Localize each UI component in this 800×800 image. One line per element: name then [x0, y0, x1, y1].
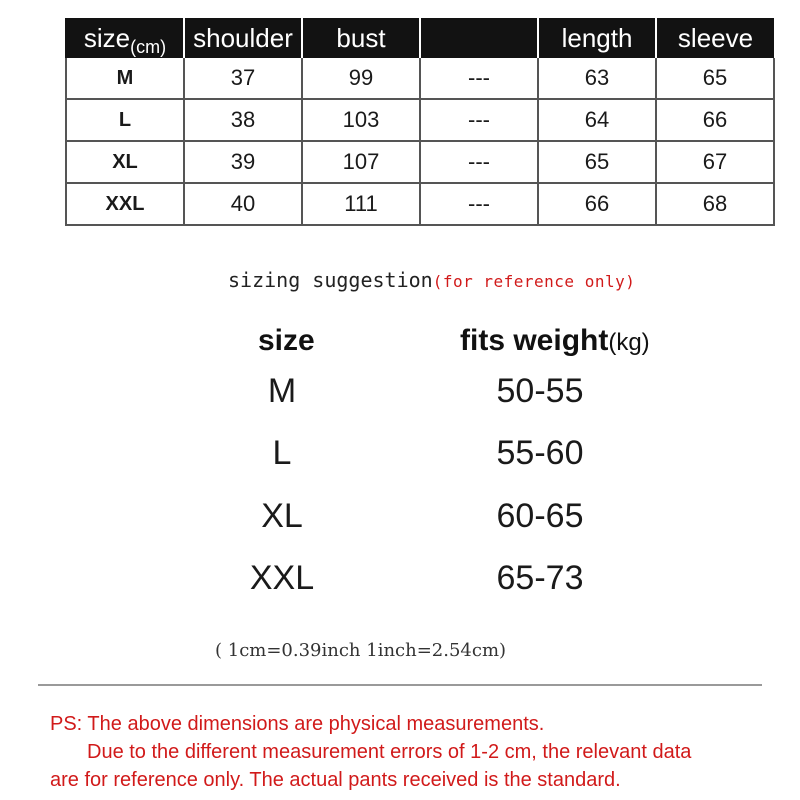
- cell-bust: 107: [302, 141, 420, 183]
- sizing-suggestion-label: sizing suggestion: [228, 268, 433, 292]
- table-row: [66, 141, 774, 183]
- cell-sleeve: 67: [656, 141, 774, 183]
- cell-shoulder: 40: [184, 183, 302, 225]
- unit-conversion-note: ( 1cm=0.39inch 1inch=2.54cm): [215, 640, 507, 661]
- cell-blank: ---: [420, 99, 538, 141]
- cell-sleeve: 65: [656, 58, 774, 99]
- suggestion-header-size: size: [258, 324, 315, 357]
- header-shoulder: shoulder: [184, 18, 302, 58]
- suggestion-weight: 60-65: [496, 497, 584, 535]
- header-size-unit: (cm): [130, 36, 167, 57]
- cell-bust: 103: [302, 99, 420, 141]
- cell-blank: ---: [420, 141, 538, 183]
- table-row: [66, 99, 774, 141]
- cell-shoulder: 37: [184, 58, 302, 99]
- cell-size: XL: [66, 141, 184, 183]
- cell-sleeve: 66: [656, 99, 774, 141]
- ps-line-1: PS: The above dimensions are physical measurements.: [50, 713, 545, 735]
- suggestion-weight: 65-73: [496, 559, 584, 597]
- suggestion-size: XL: [261, 497, 303, 535]
- suggestion-size: M: [267, 372, 297, 410]
- header-size: size$_{(cm)}$: [66, 18, 184, 58]
- cell-length: 63: [538, 58, 656, 99]
- suggestion-size: L: [272, 434, 292, 472]
- table-row: [66, 183, 774, 225]
- cell-blank: ---: [420, 183, 538, 225]
- size-chart-table: [65, 18, 775, 226]
- weight-header-label: fits weight: [460, 324, 609, 357]
- suggestion-weight: 50-55: [496, 372, 584, 410]
- ps-note: [50, 710, 691, 794]
- cell-bust: 111: [302, 183, 420, 225]
- reference-note: (for reference only): [432, 272, 636, 291]
- table-header-row: [66, 18, 774, 58]
- cell-size: M: [66, 58, 184, 99]
- ps-line-2: Due to the different measurement errors of 1-2 cm, the relevant data: [87, 741, 692, 763]
- cell-size: XXL: [66, 183, 184, 225]
- sizing-suggestion-title: [228, 268, 635, 292]
- header-length: length: [538, 18, 656, 58]
- cell-sleeve: 68: [656, 183, 774, 225]
- cell-length: 65: [538, 141, 656, 183]
- header-blank: [420, 18, 538, 58]
- cell-bust: 99: [302, 58, 420, 99]
- suggestion-header-weight: [460, 324, 650, 358]
- header-bust: bust: [302, 18, 420, 58]
- suggestion-weight: 55-60: [496, 434, 584, 472]
- cell-length: 64: [538, 99, 656, 141]
- table-row: [66, 58, 774, 99]
- cell-size: L: [66, 99, 184, 141]
- cell-shoulder: 38: [184, 99, 302, 141]
- weight-header-unit: (kg): [608, 329, 650, 356]
- suggestion-size: XXL: [249, 559, 315, 597]
- ps-line-3: are for reference only. The actual pants received is the standard.: [50, 769, 621, 791]
- cell-shoulder: 39: [184, 141, 302, 183]
- divider: [38, 684, 762, 686]
- cell-length: 66: [538, 183, 656, 225]
- header-sleeve: sleeve: [656, 18, 774, 58]
- cell-blank: ---: [420, 58, 538, 99]
